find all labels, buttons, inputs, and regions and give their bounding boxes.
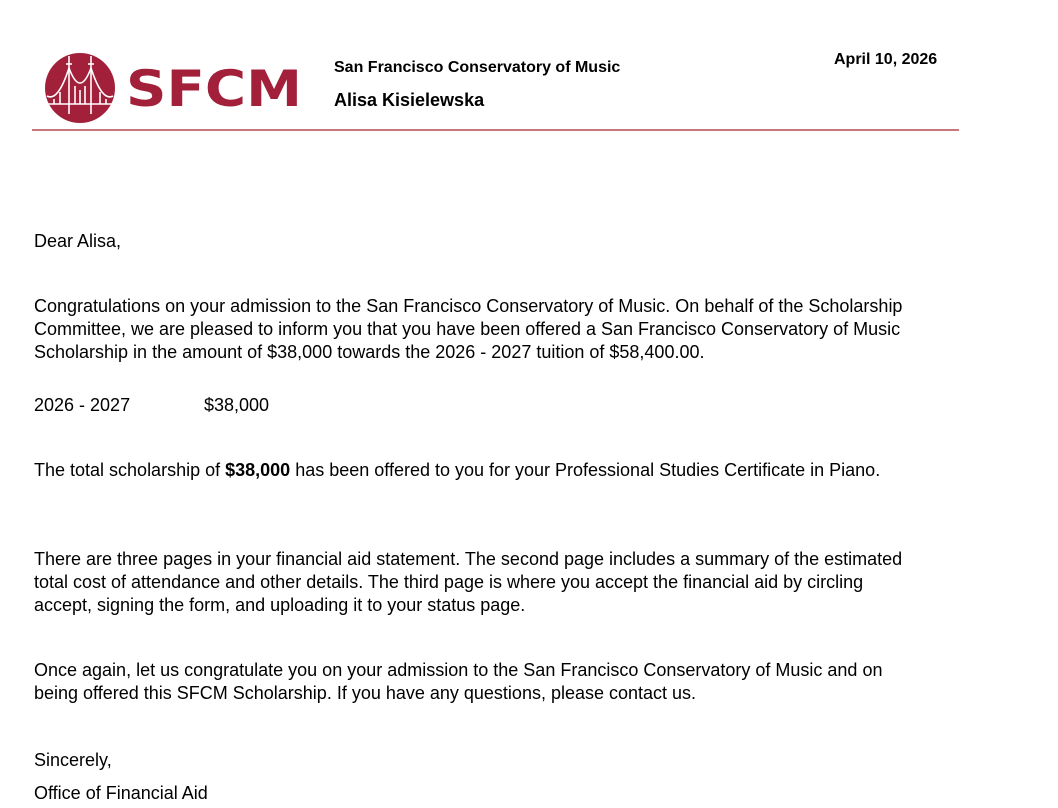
total-prefix: The total scholarship of <box>34 460 226 480</box>
paragraph-line: being offered this SFCM Scholarship. If you have any questions, please contact us. <box>34 683 697 703</box>
award-amount: $38,000 <box>204 395 270 415</box>
paragraph-line: Congratulations on your admission to the San Francisco Conservatory of Music. On behalf of the Scholarship <box>34 296 903 316</box>
paragraph-statement-info <box>34 548 902 617</box>
logo-wordmark: SFCM <box>126 60 302 118</box>
award-year: 2026 - 2027 <box>34 395 131 415</box>
signature: Office of Financial Aid <box>34 783 208 803</box>
letter-date: April 10, 2026 <box>834 51 938 68</box>
paragraph-line: Scholarship in the amount of $38,000 towards the 2026 - 2027 tuition of $58,400.00. <box>34 342 705 362</box>
paragraph-closing-remarks <box>34 659 882 705</box>
total-suffix: has been offered to you for your Professional Studies Certificate in Piano. <box>290 460 881 480</box>
paragraph-line: accept, signing the form, and uploading it to your status page. <box>34 595 526 615</box>
paragraph-line: total cost of attendance and other details. The third page is where you accept the financial aid by circling <box>34 572 864 592</box>
paragraph-line: There are three pages in your financial aid statement. The second page includes a summary of the estimated <box>34 549 903 569</box>
header-divider <box>32 129 959 131</box>
award-row <box>34 394 269 417</box>
total-amount: $38,000 <box>225 460 291 480</box>
salutation: Dear Alisa, <box>34 231 122 251</box>
closing: Sincerely, <box>34 750 112 770</box>
paragraph-line: Once again, let us congratulate you on your admission to the San Francisco Conservatory of Music and on <box>34 660 883 680</box>
logo-emblem-icon <box>45 53 115 123</box>
organization-name: San Francisco Conservatory of Music <box>334 59 621 76</box>
paragraph-congratulations <box>34 295 902 364</box>
sfcm-logo <box>44 52 304 124</box>
paragraph-line: Committee, we are pleased to inform you that you have been offered a San Francisco Conservatory of Music <box>34 319 901 339</box>
total-scholarship-line <box>34 459 880 482</box>
recipient-name: Alisa Kisielewska <box>334 90 485 110</box>
